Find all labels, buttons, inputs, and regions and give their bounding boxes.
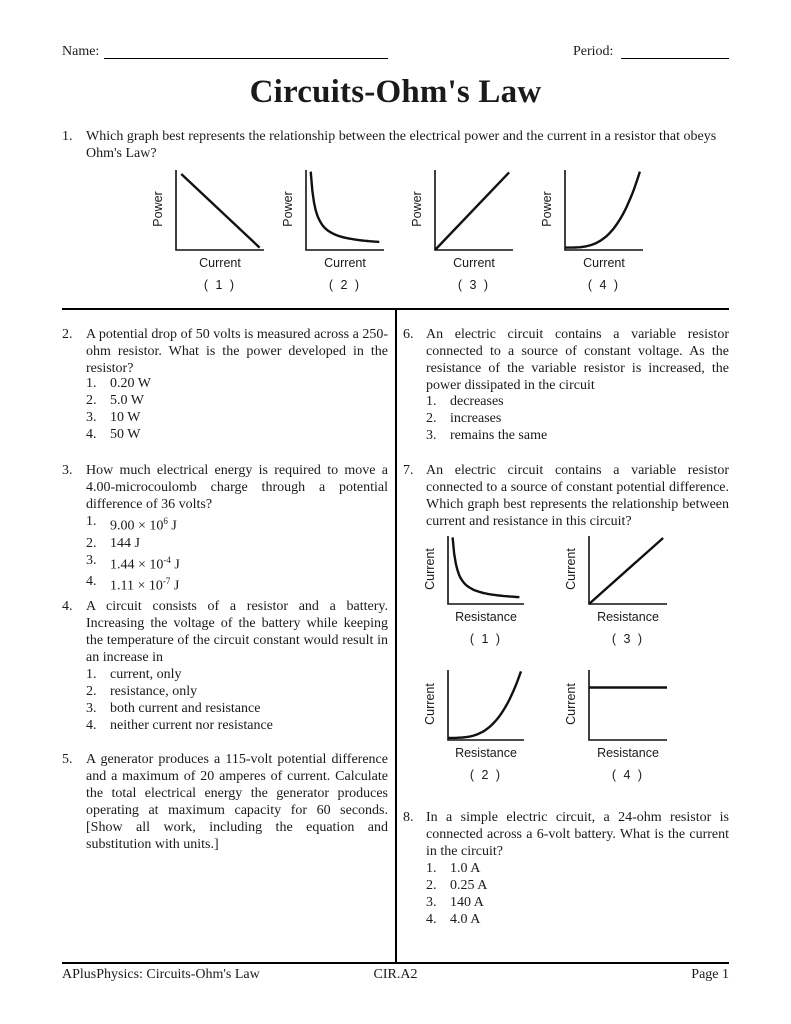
question-number: 2. <box>62 327 73 342</box>
answer-choice[interactable]: 1. decreases <box>426 394 504 409</box>
graph-number: ( 4 ) <box>587 278 621 292</box>
name-label: Name: <box>62 44 100 59</box>
question-number: 5. <box>62 752 73 767</box>
answer-choice[interactable]: 4. neither current nor resistance <box>86 718 273 733</box>
answer-choice[interactable]: 1. 1.0 A <box>426 861 481 876</box>
graph-curve <box>311 172 380 242</box>
graph <box>150 168 266 300</box>
graph-number: ( 3 ) <box>611 632 645 646</box>
footer-divider <box>62 962 729 964</box>
graph-curve <box>453 537 520 597</box>
graph-number: ( 2 ) <box>469 768 503 782</box>
graph-number: ( 1 ) <box>203 278 237 292</box>
answer-choices <box>426 860 487 928</box>
graph-number: ( 2 ) <box>328 278 362 292</box>
graph-y-label: Current <box>423 683 437 725</box>
answer-choice[interactable]: 1. 0.20 W <box>86 376 151 391</box>
question-number: 8. <box>403 810 414 825</box>
graph-x-label: Resistance <box>455 610 517 624</box>
graph-plot <box>539 168 645 252</box>
graph-y-label: Current <box>564 683 578 725</box>
question-text: In a simple electric circuit, a 24-ohm resistor is connected across a 6-volt battery. What is the current in the circuit? <box>426 810 729 859</box>
graph-plot <box>280 168 386 252</box>
graph-number: ( 4 ) <box>611 768 645 782</box>
answer-choice[interactable]: 2. resistance, only <box>86 684 198 699</box>
answer-choices <box>426 393 547 444</box>
answer-choice[interactable]: 4. $1.11 \times 10^{-7}$ J <box>86 574 180 594</box>
answer-choices <box>86 375 151 443</box>
answer-choice[interactable]: 4. 4.0 A <box>426 912 481 927</box>
graph-number: ( 1 ) <box>469 632 503 646</box>
graph-x-label: Resistance <box>597 746 659 760</box>
period-blank[interactable] <box>621 58 729 59</box>
graph-curve <box>181 174 259 248</box>
question-text: An electric circuit contains a variable resistor connected to a source of constant voltage. As the resistance of the variable resistor is increased, the power dissipated in the circuit <box>426 327 729 393</box>
graph-curve <box>448 671 521 738</box>
graph-y-label: Power <box>151 191 165 227</box>
question-text: A potential drop of 50 volts is measured across a 250-ohm resistor. What is the power developed in the resistor? <box>86 327 388 376</box>
column-divider <box>395 310 397 962</box>
graph-plot <box>150 168 266 252</box>
answer-choices <box>86 666 273 734</box>
period-label: Period: <box>573 44 614 59</box>
question-number: 6. <box>403 327 414 342</box>
graph <box>422 668 526 790</box>
answer-choice[interactable]: 3. remains the same <box>426 428 548 443</box>
answer-choice[interactable]: 4. 50 W <box>86 427 141 442</box>
graph-y-label: Power <box>540 191 554 227</box>
question-text: An electric circuit contains a variable resistor connected to a source of constant potential difference. Which graph best represents the relationship between current and resistance in this circuit? <box>426 463 729 529</box>
answer-choice[interactable]: 3. 10 W <box>86 410 141 425</box>
question-text: A generator produces a 115-volt potential difference and a maximum of 20 amperes of current. Calculate the total electrical energy the generator produces operating at maximum capacity for 60 seconds. [Show all work, including the equation and substitution with units.] <box>86 752 388 852</box>
graph-plot <box>563 534 669 606</box>
question-number: 7. <box>403 463 414 478</box>
graph <box>280 168 386 300</box>
graph-plot <box>409 168 515 252</box>
footer-left: APlusPhysics: Circuits-Ohm's Law <box>62 967 260 982</box>
page-title: Circuits-Ohm's Law <box>249 74 542 110</box>
graph-plot <box>563 668 669 742</box>
graph <box>539 168 645 300</box>
graph-x-label: Current <box>199 256 241 270</box>
graph-plot <box>422 534 526 606</box>
answer-choices <box>86 513 180 595</box>
graph-x-label: Current <box>583 256 625 270</box>
graph-y-label: Current <box>423 548 437 590</box>
graph-x-label: Current <box>324 256 366 270</box>
question-number: 3. <box>62 463 73 478</box>
graph-y-label: Current <box>564 548 578 590</box>
answer-choice[interactable]: 3. $1.44 \times 10^{-4}$ J <box>86 552 180 573</box>
answer-choice[interactable]: 1. current, only <box>86 667 182 682</box>
answer-choice[interactable]: 2. increases <box>426 411 502 426</box>
graph-x-label: Current <box>453 256 495 270</box>
answer-choice[interactable]: 2. 0.25 A <box>426 878 488 893</box>
graph <box>422 534 526 654</box>
footer-page: Page 1 <box>691 967 729 982</box>
graph-y-label: Power <box>281 191 295 227</box>
graph-x-label: Resistance <box>455 746 517 760</box>
graph <box>563 668 669 790</box>
question-text: How much electrical energy is required to move a 4.00-microcoulomb charge through a potential difference of 36 volts? <box>86 463 388 512</box>
graph-curve <box>589 538 663 604</box>
graph-x-label: Resistance <box>597 610 659 624</box>
question-number: 1. <box>62 129 73 144</box>
graph-axes <box>589 670 667 740</box>
graph-number: ( 3 ) <box>457 278 491 292</box>
answer-choice[interactable]: 2. 144 J <box>86 535 140 551</box>
question-text: Which graph best represents the relationship between the electrical power and the current in a resistor that obeys Ohm's Law? <box>86 129 717 161</box>
answer-choice[interactable]: 1. $9.00 \times 10^6$ J <box>86 514 177 534</box>
graph <box>409 168 515 300</box>
graph <box>563 534 669 654</box>
answer-choice[interactable]: 3. 140 A <box>426 895 484 910</box>
graph-plot <box>422 668 526 742</box>
answer-choice[interactable]: 2. 5.0 W <box>86 393 144 408</box>
question-text: A circuit consists of a resistor and a battery. Increasing the voltage of the battery while keeping the temperature of the circuit constant would result in an increase in <box>86 599 388 665</box>
answer-choice[interactable]: 3. both current and resistance <box>86 701 261 716</box>
question-number: 4. <box>62 599 73 614</box>
graph-curve <box>435 172 509 250</box>
graph-curve <box>565 172 640 248</box>
footer-center: CIR.A2 <box>373 967 418 982</box>
graph-y-label: Power <box>410 191 424 227</box>
name-blank[interactable] <box>104 58 388 59</box>
